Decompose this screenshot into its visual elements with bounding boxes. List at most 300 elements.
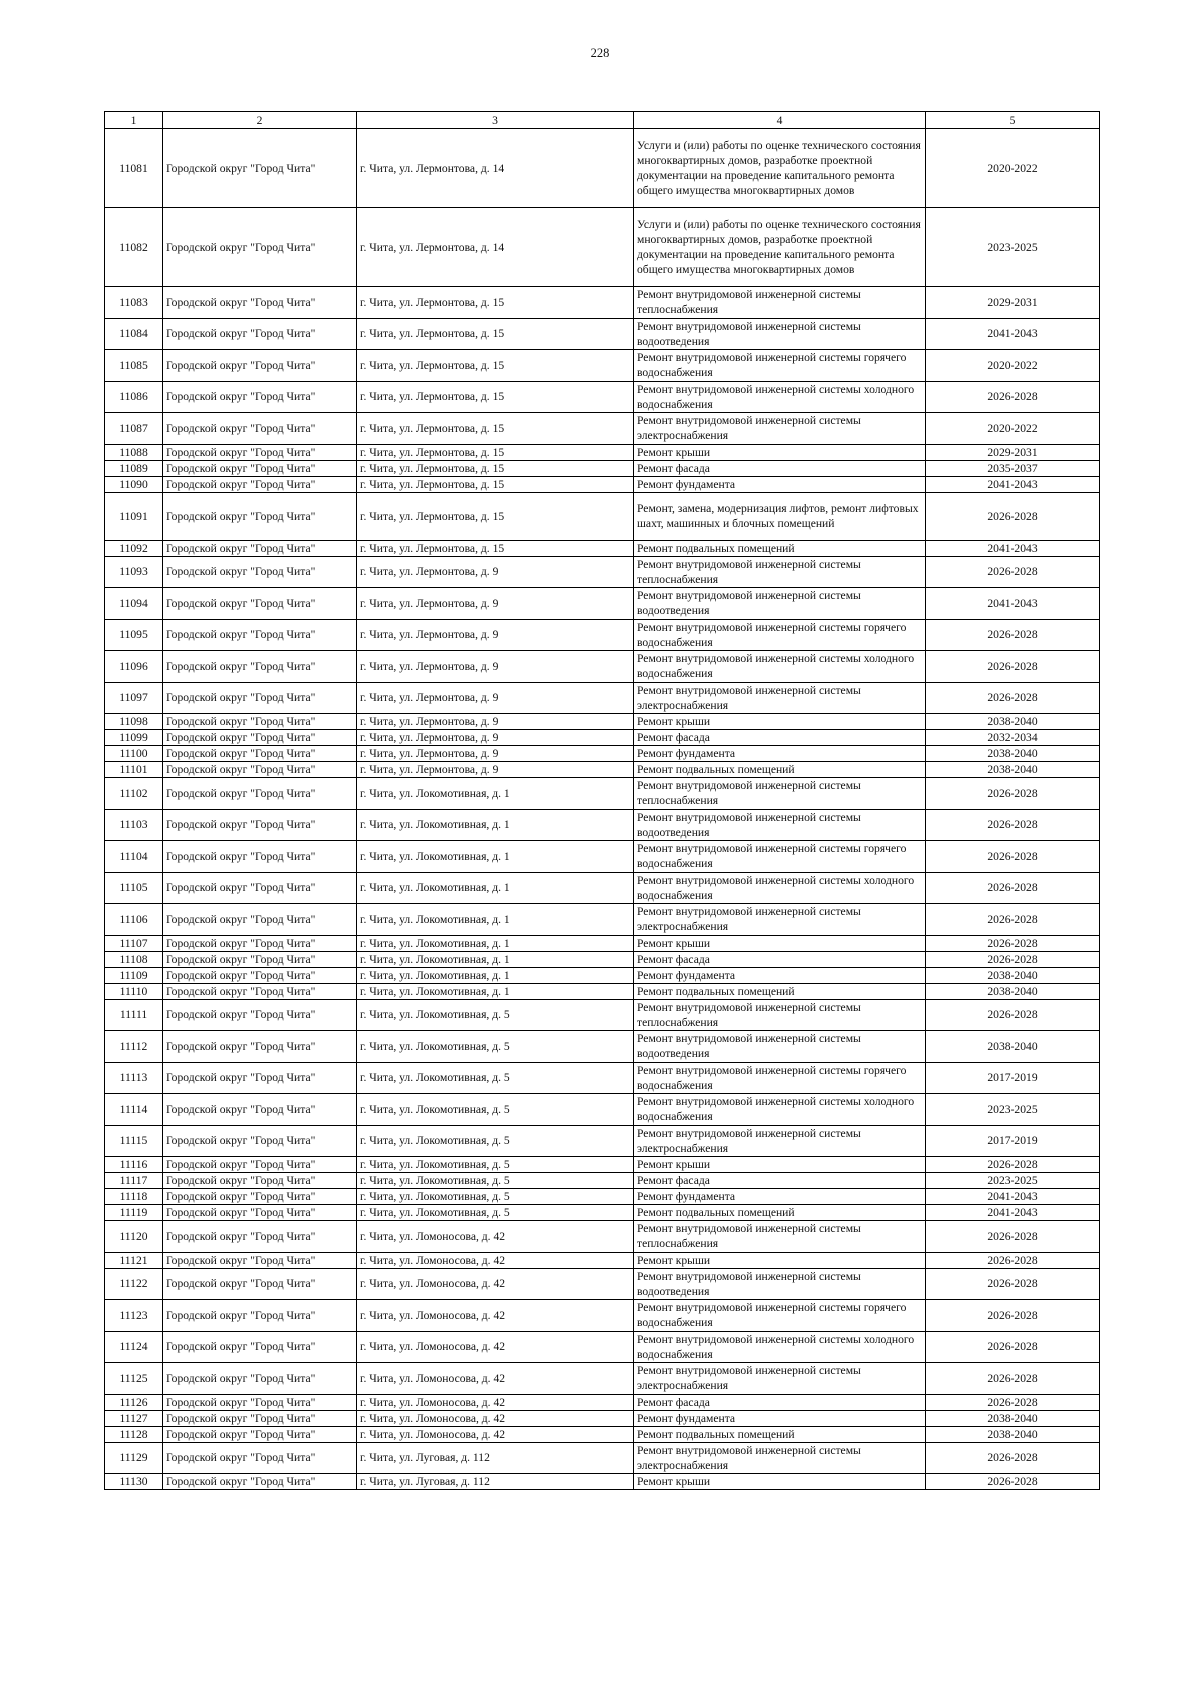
table-row bbox=[105, 1157, 1100, 1173]
address-cell: г. Чита, ул. Лермонтова, д. 9 bbox=[357, 762, 634, 778]
period-cell: 2026-2028 bbox=[926, 619, 1100, 651]
period-cell: 2035-2037 bbox=[926, 460, 1100, 476]
row-number-cell: 11095 bbox=[105, 619, 163, 651]
work-type-cell: Ремонт крыши bbox=[634, 1474, 926, 1490]
work-type-cell: Ремонт, замена, модернизация лифтов, ремонт лифтовых шахт, машинных и блочных помещений bbox=[634, 492, 926, 540]
table-row bbox=[105, 1189, 1100, 1205]
column-header-1: 1 bbox=[105, 112, 163, 129]
municipality-cell: Городской округ "Город Чита" bbox=[163, 287, 357, 319]
address-cell: г. Чита, ул. Лермонтова, д. 14 bbox=[357, 208, 634, 287]
municipality-cell: Городской округ "Город Чита" bbox=[163, 1125, 357, 1157]
work-type-cell: Ремонт внутридомовой инженерной системы теплоснабжения bbox=[634, 778, 926, 810]
address-cell: г. Чита, ул. Лермонтова, д. 9 bbox=[357, 556, 634, 588]
work-type-cell: Ремонт внутридомовой инженерной системы горячего водоснабжения bbox=[634, 1062, 926, 1094]
address-cell: г. Чита, ул. Лермонтова, д. 9 bbox=[357, 682, 634, 714]
work-type-cell: Ремонт крыши bbox=[634, 444, 926, 460]
table-row bbox=[105, 476, 1100, 492]
period-cell: 2038-2040 bbox=[926, 983, 1100, 999]
work-type-cell: Ремонт внутридомовой инженерной системы теплоснабжения bbox=[634, 556, 926, 588]
municipality-cell: Городской округ "Город Чита" bbox=[163, 1173, 357, 1189]
table-row bbox=[105, 1331, 1100, 1363]
period-cell: 2041-2043 bbox=[926, 1205, 1100, 1221]
municipality-cell: Городской округ "Город Чита" bbox=[163, 556, 357, 588]
column-header-2: 2 bbox=[163, 112, 357, 129]
row-number-cell: 11087 bbox=[105, 413, 163, 445]
period-cell: 2038-2040 bbox=[926, 762, 1100, 778]
period-cell: 2038-2040 bbox=[926, 714, 1100, 730]
address-cell: г. Чита, ул. Локомотивная, д. 1 bbox=[357, 983, 634, 999]
work-type-cell: Ремонт фундамента bbox=[634, 1410, 926, 1426]
table-row bbox=[105, 983, 1100, 999]
municipality-cell: Городской округ "Город Чита" bbox=[163, 951, 357, 967]
capital-repair-table bbox=[104, 111, 1100, 1490]
municipality-cell: Городской округ "Город Чита" bbox=[163, 1252, 357, 1268]
period-cell: 2017-2019 bbox=[926, 1062, 1100, 1094]
period-cell: 2026-2028 bbox=[926, 682, 1100, 714]
address-cell: г. Чита, ул. Локомотивная, д. 1 bbox=[357, 841, 634, 873]
table-row bbox=[105, 714, 1100, 730]
work-type-cell: Ремонт подвальных помещений bbox=[634, 1205, 926, 1221]
table-row bbox=[105, 588, 1100, 620]
table-row bbox=[105, 778, 1100, 810]
period-cell: 2026-2028 bbox=[926, 1394, 1100, 1410]
municipality-cell: Городской округ "Город Чита" bbox=[163, 1410, 357, 1426]
work-type-cell: Ремонт внутридомовой инженерной системы водоотведения bbox=[634, 318, 926, 350]
work-type-cell: Ремонт внутридомовой инженерной системы электроснабжения bbox=[634, 904, 926, 936]
work-type-cell: Ремонт внутридомовой инженерной системы холодного водоснабжения bbox=[634, 1094, 926, 1126]
period-cell: 2038-2040 bbox=[926, 746, 1100, 762]
work-type-cell: Ремонт внутридомовой инженерной системы водоотведения bbox=[634, 809, 926, 841]
work-type-cell: Ремонт подвальных помещений bbox=[634, 1426, 926, 1442]
municipality-cell: Городской округ "Город Чита" bbox=[163, 444, 357, 460]
table-row bbox=[105, 1252, 1100, 1268]
table-row bbox=[105, 967, 1100, 983]
period-cell: 2026-2028 bbox=[926, 1268, 1100, 1300]
municipality-cell: Городской округ "Город Чита" bbox=[163, 1331, 357, 1363]
address-cell: г. Чита, ул. Лермонтова, д. 15 bbox=[357, 444, 634, 460]
address-cell: г. Чита, ул. Локомотивная, д. 5 bbox=[357, 1157, 634, 1173]
row-number-cell: 11121 bbox=[105, 1252, 163, 1268]
work-type-cell: Ремонт фасада bbox=[634, 951, 926, 967]
table-row bbox=[105, 1474, 1100, 1490]
municipality-cell: Городской округ "Город Чита" bbox=[163, 492, 357, 540]
period-cell: 2026-2028 bbox=[926, 1442, 1100, 1474]
municipality-cell: Городской округ "Город Чита" bbox=[163, 714, 357, 730]
row-number-cell: 11120 bbox=[105, 1221, 163, 1253]
table-row bbox=[105, 1300, 1100, 1332]
table-row bbox=[105, 762, 1100, 778]
row-number-cell: 11101 bbox=[105, 762, 163, 778]
work-type-cell: Услуги и (или) работы по оценке технического состояния многоквартирных домов, разработке проектной документации на проведение капитального ремонта общего имущества многоквартирных домов bbox=[634, 208, 926, 287]
row-number-cell: 11096 bbox=[105, 651, 163, 683]
table-row bbox=[105, 413, 1100, 445]
work-type-cell: Ремонт внутридомовой инженерной системы электроснабжения bbox=[634, 1125, 926, 1157]
table-row bbox=[105, 1173, 1100, 1189]
period-cell: 2038-2040 bbox=[926, 967, 1100, 983]
address-cell: г. Чита, ул. Лермонтова, д. 9 bbox=[357, 746, 634, 762]
address-cell: г. Чита, ул. Ломоносова, д. 42 bbox=[357, 1252, 634, 1268]
period-cell: 2026-2028 bbox=[926, 872, 1100, 904]
municipality-cell: Городской округ "Город Чита" bbox=[163, 1363, 357, 1395]
row-number-cell: 11129 bbox=[105, 1442, 163, 1474]
work-type-cell: Ремонт внутридомовой инженерной системы водоотведения bbox=[634, 1031, 926, 1063]
address-cell: г. Чита, ул. Лермонтова, д. 9 bbox=[357, 730, 634, 746]
work-type-cell: Ремонт внутридомовой инженерной системы теплоснабжения bbox=[634, 1221, 926, 1253]
row-number-cell: 11088 bbox=[105, 444, 163, 460]
page-number: 228 bbox=[590, 46, 610, 60]
work-type-cell: Ремонт фасада bbox=[634, 460, 926, 476]
address-cell: г. Чита, ул. Локомотивная, д. 5 bbox=[357, 1094, 634, 1126]
period-cell: 2038-2040 bbox=[926, 1410, 1100, 1426]
work-type-cell: Ремонт подвальных помещений bbox=[634, 540, 926, 556]
table-row bbox=[105, 730, 1100, 746]
period-cell: 2026-2028 bbox=[926, 904, 1100, 936]
table-row bbox=[105, 1442, 1100, 1474]
row-number-cell: 11126 bbox=[105, 1394, 163, 1410]
address-cell: г. Чита, ул. Локомотивная, д. 1 bbox=[357, 872, 634, 904]
table-row bbox=[105, 935, 1100, 951]
municipality-cell: Городской округ "Город Чита" bbox=[163, 318, 357, 350]
work-type-cell: Ремонт внутридомовой инженерной системы холодного водоснабжения bbox=[634, 872, 926, 904]
table-body bbox=[105, 129, 1100, 1490]
period-cell: 2041-2043 bbox=[926, 476, 1100, 492]
municipality-cell: Городской округ "Город Чита" bbox=[163, 413, 357, 445]
municipality-cell: Городской округ "Город Чита" bbox=[163, 1094, 357, 1126]
row-number-cell: 11123 bbox=[105, 1300, 163, 1332]
row-number-cell: 11093 bbox=[105, 556, 163, 588]
municipality-cell: Городской округ "Город Чита" bbox=[163, 1300, 357, 1332]
work-type-cell: Ремонт внутридомовой инженерной системы холодного водоснабжения bbox=[634, 381, 926, 413]
work-type-cell: Ремонт внутридомовой инженерной системы электроснабжения bbox=[634, 413, 926, 445]
municipality-cell: Городской округ "Город Чита" bbox=[163, 651, 357, 683]
address-cell: г. Чита, ул. Луговая, д. 112 bbox=[357, 1474, 634, 1490]
municipality-cell: Городской округ "Город Чита" bbox=[163, 1268, 357, 1300]
address-cell: г. Чита, ул. Ломоносова, д. 42 bbox=[357, 1300, 634, 1332]
row-number-cell: 11127 bbox=[105, 1410, 163, 1426]
row-number-cell: 11112 bbox=[105, 1031, 163, 1063]
table-row bbox=[105, 1426, 1100, 1442]
municipality-cell: Городской округ "Город Чита" bbox=[163, 1189, 357, 1205]
work-type-cell: Ремонт фасада bbox=[634, 1173, 926, 1189]
table-row bbox=[105, 809, 1100, 841]
work-type-cell: Ремонт крыши bbox=[634, 1252, 926, 1268]
municipality-cell: Городской округ "Город Чита" bbox=[163, 460, 357, 476]
period-cell: 2026-2028 bbox=[926, 1300, 1100, 1332]
row-number-cell: 11089 bbox=[105, 460, 163, 476]
table-row bbox=[105, 651, 1100, 683]
work-type-cell: Ремонт внутридомовой инженерной системы холодного водоснабжения bbox=[634, 1331, 926, 1363]
row-number-cell: 11109 bbox=[105, 967, 163, 983]
work-type-cell: Ремонт внутридомовой инженерной системы теплоснабжения bbox=[634, 999, 926, 1031]
address-cell: г. Чита, ул. Локомотивная, д. 5 bbox=[357, 1173, 634, 1189]
row-number-cell: 11117 bbox=[105, 1173, 163, 1189]
address-cell: г. Чита, ул. Лермонтова, д. 15 bbox=[357, 318, 634, 350]
row-number-cell: 11092 bbox=[105, 540, 163, 556]
table-row bbox=[105, 1031, 1100, 1063]
period-cell: 2017-2019 bbox=[926, 1125, 1100, 1157]
address-cell: г. Чита, ул. Локомотивная, д. 1 bbox=[357, 809, 634, 841]
period-cell: 2041-2043 bbox=[926, 540, 1100, 556]
table-row bbox=[105, 318, 1100, 350]
row-number-cell: 11104 bbox=[105, 841, 163, 873]
table-row bbox=[105, 1410, 1100, 1426]
municipality-cell: Городской округ "Город Чита" bbox=[163, 476, 357, 492]
address-cell: г. Чита, ул. Локомотивная, д. 5 bbox=[357, 1205, 634, 1221]
period-cell: 2026-2028 bbox=[926, 556, 1100, 588]
row-number-cell: 11130 bbox=[105, 1474, 163, 1490]
table-header bbox=[105, 112, 1100, 129]
column-header-5: 5 bbox=[926, 112, 1100, 129]
row-number-cell: 11085 bbox=[105, 350, 163, 382]
row-number-cell: 11116 bbox=[105, 1157, 163, 1173]
table-row bbox=[105, 129, 1100, 208]
address-cell: г. Чита, ул. Ломоносова, д. 42 bbox=[357, 1363, 634, 1395]
row-number-cell: 11125 bbox=[105, 1363, 163, 1395]
row-number-cell: 11083 bbox=[105, 287, 163, 319]
work-type-cell: Услуги и (или) работы по оценке технического состояния многоквартирных домов, разработке проектной документации на проведение капитального ремонта общего имущества многоквартирных домов bbox=[634, 129, 926, 208]
municipality-cell: Городской округ "Город Чита" bbox=[163, 730, 357, 746]
period-cell: 2026-2028 bbox=[926, 381, 1100, 413]
table-row bbox=[105, 999, 1100, 1031]
address-cell: г. Чита, ул. Локомотивная, д. 5 bbox=[357, 1125, 634, 1157]
row-number-cell: 11124 bbox=[105, 1331, 163, 1363]
table-row bbox=[105, 1221, 1100, 1253]
table-row bbox=[105, 841, 1100, 873]
table-row bbox=[105, 904, 1100, 936]
municipality-cell: Городской округ "Город Чита" bbox=[163, 1205, 357, 1221]
table-row bbox=[105, 746, 1100, 762]
work-type-cell: Ремонт фундамента bbox=[634, 1189, 926, 1205]
work-type-cell: Ремонт внутридомовой инженерной системы электроснабжения bbox=[634, 682, 926, 714]
table-row bbox=[105, 350, 1100, 382]
row-number-cell: 11108 bbox=[105, 951, 163, 967]
municipality-cell: Городской округ "Город Чита" bbox=[163, 350, 357, 382]
municipality-cell: Городской округ "Город Чита" bbox=[163, 1031, 357, 1063]
work-type-cell: Ремонт крыши bbox=[634, 714, 926, 730]
row-number-cell: 11107 bbox=[105, 935, 163, 951]
municipality-cell: Городской округ "Город Чита" bbox=[163, 1062, 357, 1094]
address-cell: г. Чита, ул. Ломоносова, д. 42 bbox=[357, 1221, 634, 1253]
address-cell: г. Чита, ул. Локомотивная, д. 1 bbox=[357, 951, 634, 967]
table-row bbox=[105, 619, 1100, 651]
period-cell: 2020-2022 bbox=[926, 129, 1100, 208]
work-type-cell: Ремонт внутридомовой инженерной системы горячего водоснабжения bbox=[634, 1300, 926, 1332]
row-number-cell: 11119 bbox=[105, 1205, 163, 1221]
period-cell: 2026-2028 bbox=[926, 1331, 1100, 1363]
address-cell: г. Чита, ул. Ломоносова, д. 42 bbox=[357, 1410, 634, 1426]
work-type-cell: Ремонт крыши bbox=[634, 1157, 926, 1173]
row-number-cell: 11118 bbox=[105, 1189, 163, 1205]
municipality-cell: Городской округ "Город Чита" bbox=[163, 746, 357, 762]
row-number-cell: 11081 bbox=[105, 129, 163, 208]
period-cell: 2032-2034 bbox=[926, 730, 1100, 746]
work-type-cell: Ремонт внутридомовой инженерной системы электроснабжения bbox=[634, 1363, 926, 1395]
table-row bbox=[105, 540, 1100, 556]
row-number-cell: 11106 bbox=[105, 904, 163, 936]
municipality-cell: Городской округ "Город Чита" bbox=[163, 129, 357, 208]
table-row bbox=[105, 208, 1100, 287]
address-cell: г. Чита, ул. Ломоносова, д. 42 bbox=[357, 1394, 634, 1410]
period-cell: 2041-2043 bbox=[926, 1189, 1100, 1205]
period-cell: 2029-2031 bbox=[926, 287, 1100, 319]
table-row bbox=[105, 1205, 1100, 1221]
work-type-cell: Ремонт подвальных помещений bbox=[634, 762, 926, 778]
work-type-cell: Ремонт фасада bbox=[634, 730, 926, 746]
work-type-cell: Ремонт внутридомовой инженерной системы горячего водоснабжения bbox=[634, 619, 926, 651]
address-cell: г. Чита, ул. Лермонтова, д. 15 bbox=[357, 381, 634, 413]
period-cell: 2026-2028 bbox=[926, 1474, 1100, 1490]
table-row bbox=[105, 444, 1100, 460]
address-cell: г. Чита, ул. Лермонтова, д. 15 bbox=[357, 413, 634, 445]
address-cell: г. Чита, ул. Лермонтова, д. 15 bbox=[357, 476, 634, 492]
municipality-cell: Городской округ "Город Чита" bbox=[163, 967, 357, 983]
work-type-cell: Ремонт внутридомовой инженерной системы горячего водоснабжения bbox=[634, 841, 926, 873]
address-cell: г. Чита, ул. Ломоносова, д. 42 bbox=[357, 1426, 634, 1442]
municipality-cell: Городской округ "Город Чита" bbox=[163, 841, 357, 873]
table-row bbox=[105, 682, 1100, 714]
table-row bbox=[105, 1062, 1100, 1094]
period-cell: 2026-2028 bbox=[926, 935, 1100, 951]
address-cell: г. Чита, ул. Лермонтова, д. 15 bbox=[357, 287, 634, 319]
row-number-cell: 11114 bbox=[105, 1094, 163, 1126]
work-type-cell: Ремонт внутридомовой инженерной системы электроснабжения bbox=[634, 1442, 926, 1474]
municipality-cell: Городской округ "Город Чита" bbox=[163, 1394, 357, 1410]
row-number-cell: 11082 bbox=[105, 208, 163, 287]
address-cell: г. Чита, ул. Лермонтова, д. 9 bbox=[357, 619, 634, 651]
address-cell: г. Чита, ул. Локомотивная, д. 5 bbox=[357, 1189, 634, 1205]
period-cell: 2026-2028 bbox=[926, 1157, 1100, 1173]
work-type-cell: Ремонт фасада bbox=[634, 1394, 926, 1410]
table-row bbox=[105, 556, 1100, 588]
table-row bbox=[105, 1363, 1100, 1395]
municipality-cell: Городской округ "Город Чита" bbox=[163, 1426, 357, 1442]
municipality-cell: Городской округ "Город Чита" bbox=[163, 999, 357, 1031]
address-cell: г. Чита, ул. Лермонтова, д. 9 bbox=[357, 714, 634, 730]
address-cell: г. Чита, ул. Ломоносова, д. 42 bbox=[357, 1331, 634, 1363]
period-cell: 2026-2028 bbox=[926, 1252, 1100, 1268]
municipality-cell: Городской округ "Город Чита" bbox=[163, 682, 357, 714]
address-cell: г. Чита, ул. Лермонтова, д. 9 bbox=[357, 588, 634, 620]
row-number-cell: 11128 bbox=[105, 1426, 163, 1442]
municipality-cell: Городской округ "Город Чита" bbox=[163, 778, 357, 810]
period-cell: 2023-2025 bbox=[926, 1173, 1100, 1189]
row-number-cell: 11097 bbox=[105, 682, 163, 714]
address-cell: г. Чита, ул. Локомотивная, д. 1 bbox=[357, 904, 634, 936]
table-row bbox=[105, 460, 1100, 476]
table-row bbox=[105, 381, 1100, 413]
period-cell: 2026-2028 bbox=[926, 778, 1100, 810]
work-type-cell: Ремонт внутридомовой инженерной системы холодного водоснабжения bbox=[634, 651, 926, 683]
work-type-cell: Ремонт фундамента bbox=[634, 746, 926, 762]
table-row bbox=[105, 1094, 1100, 1126]
period-cell: 2041-2043 bbox=[926, 318, 1100, 350]
work-type-cell: Ремонт внутридомовой инженерной системы теплоснабжения bbox=[634, 287, 926, 319]
work-type-cell: Ремонт крыши bbox=[634, 935, 926, 951]
header-row bbox=[105, 112, 1100, 129]
address-cell: г. Чита, ул. Локомотивная, д. 1 bbox=[357, 935, 634, 951]
table-row bbox=[105, 872, 1100, 904]
table-row bbox=[105, 1125, 1100, 1157]
column-header-4: 4 bbox=[634, 112, 926, 129]
row-number-cell: 11094 bbox=[105, 588, 163, 620]
row-number-cell: 11099 bbox=[105, 730, 163, 746]
municipality-cell: Городской округ "Город Чита" bbox=[163, 762, 357, 778]
address-cell: г. Чита, ул. Локомотивная, д. 1 bbox=[357, 778, 634, 810]
municipality-cell: Городской округ "Город Чита" bbox=[163, 872, 357, 904]
municipality-cell: Городской округ "Город Чита" bbox=[163, 1221, 357, 1253]
municipality-cell: Городской округ "Город Чита" bbox=[163, 619, 357, 651]
work-type-cell: Ремонт подвальных помещений bbox=[634, 983, 926, 999]
period-cell: 2020-2022 bbox=[926, 413, 1100, 445]
address-cell: г. Чита, ул. Ломоносова, д. 42 bbox=[357, 1268, 634, 1300]
period-cell: 2026-2028 bbox=[926, 492, 1100, 540]
row-number-cell: 11122 bbox=[105, 1268, 163, 1300]
address-cell: г. Чита, ул. Локомотивная, д. 1 bbox=[357, 967, 634, 983]
period-cell: 2041-2043 bbox=[926, 588, 1100, 620]
row-number-cell: 11111 bbox=[105, 999, 163, 1031]
period-cell: 2020-2022 bbox=[926, 350, 1100, 382]
period-cell: 2026-2028 bbox=[926, 1221, 1100, 1253]
municipality-cell: Городской округ "Город Чита" bbox=[163, 1157, 357, 1173]
row-number-cell: 11110 bbox=[105, 983, 163, 999]
period-cell: 2023-2025 bbox=[926, 208, 1100, 287]
address-cell: г. Чита, ул. Локомотивная, д. 5 bbox=[357, 999, 634, 1031]
row-number-cell: 11113 bbox=[105, 1062, 163, 1094]
work-type-cell: Ремонт внутридомовой инженерной системы горячего водоснабжения bbox=[634, 350, 926, 382]
municipality-cell: Городской округ "Город Чита" bbox=[163, 1442, 357, 1474]
row-number-cell: 11100 bbox=[105, 746, 163, 762]
municipality-cell: Городской округ "Город Чита" bbox=[163, 381, 357, 413]
municipality-cell: Городской округ "Город Чита" bbox=[163, 588, 357, 620]
address-cell: г. Чита, ул. Лермонтова, д. 15 bbox=[357, 460, 634, 476]
table-row bbox=[105, 1268, 1100, 1300]
municipality-cell: Городской округ "Город Чита" bbox=[163, 1474, 357, 1490]
address-cell: г. Чита, ул. Локомотивная, д. 5 bbox=[357, 1031, 634, 1063]
row-number-cell: 11091 bbox=[105, 492, 163, 540]
table-row bbox=[105, 492, 1100, 540]
address-cell: г. Чита, ул. Лермонтова, д. 15 bbox=[357, 492, 634, 540]
work-type-cell: Ремонт внутридомовой инженерной системы водоотведения bbox=[634, 588, 926, 620]
address-cell: г. Чита, ул. Лермонтова, д. 15 bbox=[357, 350, 634, 382]
table-row bbox=[105, 1394, 1100, 1410]
period-cell: 2026-2028 bbox=[926, 841, 1100, 873]
row-number-cell: 11090 bbox=[105, 476, 163, 492]
address-cell: г. Чита, ул. Луговая, д. 112 bbox=[357, 1442, 634, 1474]
row-number-cell: 11102 bbox=[105, 778, 163, 810]
address-cell: г. Чита, ул. Локомотивная, д. 5 bbox=[357, 1062, 634, 1094]
period-cell: 2038-2040 bbox=[926, 1426, 1100, 1442]
period-cell: 2038-2040 bbox=[926, 1031, 1100, 1063]
work-type-cell: Ремонт фундамента bbox=[634, 967, 926, 983]
address-cell: г. Чита, ул. Лермонтова, д. 15 bbox=[357, 540, 634, 556]
table-row bbox=[105, 287, 1100, 319]
row-number-cell: 11115 bbox=[105, 1125, 163, 1157]
period-cell: 2023-2025 bbox=[926, 1094, 1100, 1126]
period-cell: 2026-2028 bbox=[926, 999, 1100, 1031]
municipality-cell: Городской округ "Город Чита" bbox=[163, 935, 357, 951]
row-number-cell: 11084 bbox=[105, 318, 163, 350]
municipality-cell: Городской округ "Город Чита" bbox=[163, 208, 357, 287]
row-number-cell: 11103 bbox=[105, 809, 163, 841]
column-header-3: 3 bbox=[357, 112, 634, 129]
row-number-cell: 11098 bbox=[105, 714, 163, 730]
period-cell: 2026-2028 bbox=[926, 651, 1100, 683]
municipality-cell: Городской округ "Город Чита" bbox=[163, 904, 357, 936]
address-cell: г. Чита, ул. Лермонтова, д. 14 bbox=[357, 129, 634, 208]
period-cell: 2026-2028 bbox=[926, 1363, 1100, 1395]
municipality-cell: Городской округ "Город Чита" bbox=[163, 540, 357, 556]
period-cell: 2029-2031 bbox=[926, 444, 1100, 460]
